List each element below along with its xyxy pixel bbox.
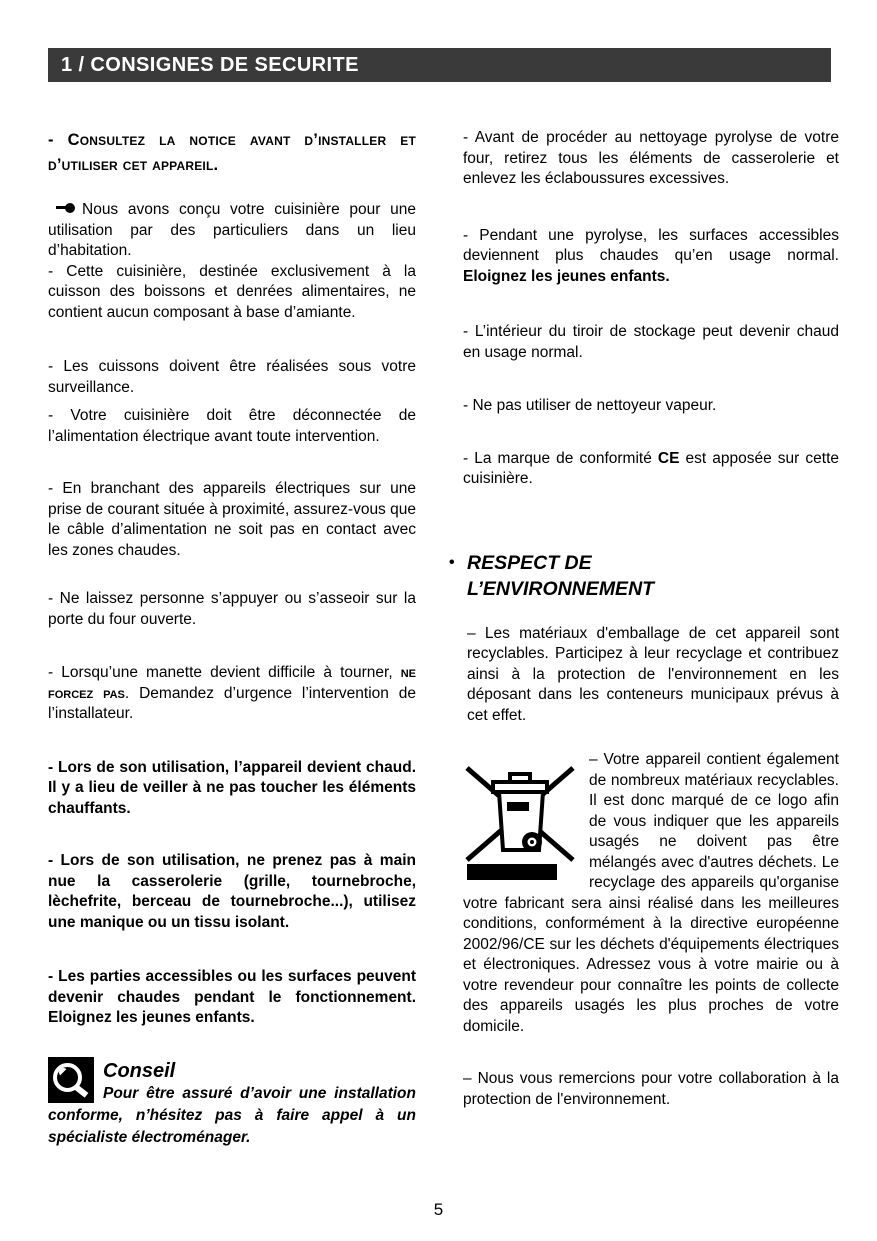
- left-column: [48, 128, 416, 1149]
- magnifier-icon: [48, 1057, 94, 1103]
- paragraph-branchant: [48, 479, 416, 561]
- environment-heading: [449, 550, 717, 602]
- text-run: ne forcez pas: [48, 664, 416, 702]
- paragraph-tiroir: [463, 322, 839, 363]
- text-run: - Consultez la notice avant d’installer et d’utiliser cet appareil.: [48, 131, 416, 174]
- text-run: est apposée sur cette cuisinière.: [463, 449, 840, 487]
- conseil-box: [48, 1057, 416, 1149]
- right-column: [449, 128, 840, 1149]
- text-run: - En branchant des appareils électriques sur une prise de courant située à proximité, assurez-vous que le câble d’alimentation ne soit pas en contact avec les zones chaudes.: [48, 480, 416, 559]
- text-run: - L’intérieur du tiroir de stockage peut devenir chaud en usage normal.: [463, 323, 839, 361]
- text-run: . Demandez d’urgence l’intervention de l’installateur.: [48, 684, 417, 722]
- paragraph-materiaux-emballage: [463, 624, 839, 727]
- text-run: Pour être assuré d’avoir une installation conforme, n’hésitez pas à faire appel à un spécialiste électroménager.: [48, 1084, 416, 1146]
- paragraph-conformite-ce: [463, 449, 839, 490]
- text-run: – Les matériaux d'emballage de cet appareil sont recyclables. Participez à leur recyclage et contribuez ainsi à la protection de l'environnement en les déposant dans les conteneurs municipaux prévus à cet effet.: [467, 624, 839, 724]
- text-run: - Avant de procéder au nettoyage pyrolyse de votre four, retirez tous les éléments de casserolerie et enlevez les éclaboussures excessives.: [463, 129, 839, 187]
- text-run: - Ne pas utiliser de nettoyeur vapeur.: [463, 397, 717, 414]
- text-run: - Les parties accessibles ou les surfaces peuvent devenir chaudes pendant le fonctionnement. Eloignez les jeunes enfants.: [48, 968, 416, 1026]
- paragraph-casserolerie: [48, 851, 416, 933]
- section-title: 1 / CONSIGNES DE SECURITE: [61, 54, 359, 76]
- text-run: - Lors de son utilisation, l’appareil devient chaud. Il y a lieu de veiller à ne pas toucher les éléments chauffants.: [48, 758, 416, 817]
- paragraph-manette: [48, 663, 416, 725]
- paragraph-weee: [463, 750, 839, 1037]
- environment-heading-text: RESPECT DE L’ENVIRONNEMENT: [467, 551, 655, 600]
- text-run: CE: [657, 449, 680, 467]
- paragraph-cette-cuisiniere: [48, 262, 416, 324]
- crossed-out-wheeled-bin-icon: [463, 754, 579, 882]
- two-column-layout: [48, 82, 839, 1149]
- page-number: 5: [433, 1200, 444, 1219]
- paragraph-notice: [48, 128, 416, 178]
- paragraph-nettoyeur-vapeur: [463, 396, 839, 417]
- text-run: Eloignez les jeunes enfants.: [463, 267, 670, 285]
- text-run: – Votre appareil contient également de nombreux matériaux recyclables. Il est donc marqué de ce logo afin de vous indiquer que les appareils usagés ne doivent pas être mélangés avec d'autres déchets. Le recyclage des appareils qu'organise votre fabricant sera ainsi réalisé dans les meilleures conditions, conformément à la directive européenne 2002/96/CE sur les déchets d'équipements électriques et électroniques. Adressez vous à votre mairie ou à votre revendeur pour connaître les points de collecte des appareils usagés les plus proches de votre domicile.: [463, 751, 839, 1035]
- text-run: - Pendant une pyrolyse, les surfaces accessibles deviennent plus chaudes qu’en usage normal.: [463, 226, 839, 264]
- dash-dot-bullet-icon: [56, 203, 75, 213]
- text-run: - Votre cuisinière doit être déconnectée de l’alimentation électrique avant toute intervention.: [48, 407, 416, 445]
- paragraph-parties-accessibles: [48, 967, 416, 1029]
- text-run: - Lorsqu’une manette devient difficile à tourner,: [48, 664, 401, 681]
- section-header: [48, 48, 831, 82]
- paragraph-deconnectee: [48, 406, 416, 447]
- paragraph-ne-laissez: [48, 589, 416, 630]
- conseil-title: Conseil: [103, 1059, 176, 1082]
- text-run: Nous avons conçu votre cuisinière pour une utilisation par des particuliers dans un lieu d’habitation.: [48, 201, 416, 259]
- text-run: - Lors de son utilisation, ne prenez pas à main nue la casserolerie (grille, tournebroche, lèchefrite, berceau de tournebroche...), utilisez une manique ou un tissu isolant.: [48, 852, 416, 931]
- paragraph-appareil-chaud: [48, 758, 416, 820]
- text-run: - La marque de conformité: [463, 449, 658, 467]
- bullet-dot: •: [449, 553, 455, 571]
- paragraph-remercions: [463, 1069, 839, 1110]
- paragraph-cuissons: [48, 357, 416, 398]
- paragraph-concu: [48, 200, 416, 262]
- paragraph-pendant-pyrolyse: [463, 226, 839, 288]
- text-run: - Cette cuisinière, destinée exclusivement à la cuisson des boissons et denrées alimentaires, ne contient aucun composant à base d’amiante.: [48, 262, 416, 321]
- text-run: - Ne laissez personne s’appuyer ou s’asseoir sur la porte du four ouverte.: [48, 590, 416, 628]
- conseil-body: [48, 1083, 416, 1149]
- text-run: – Nous vous remercions pour votre collaboration à la protection de l'environnement.: [463, 1070, 839, 1108]
- paragraph-nettoyage-pyrolyse: [463, 128, 839, 190]
- text-run: - Les cuissons doivent être réalisées sous votre surveillance.: [48, 358, 416, 396]
